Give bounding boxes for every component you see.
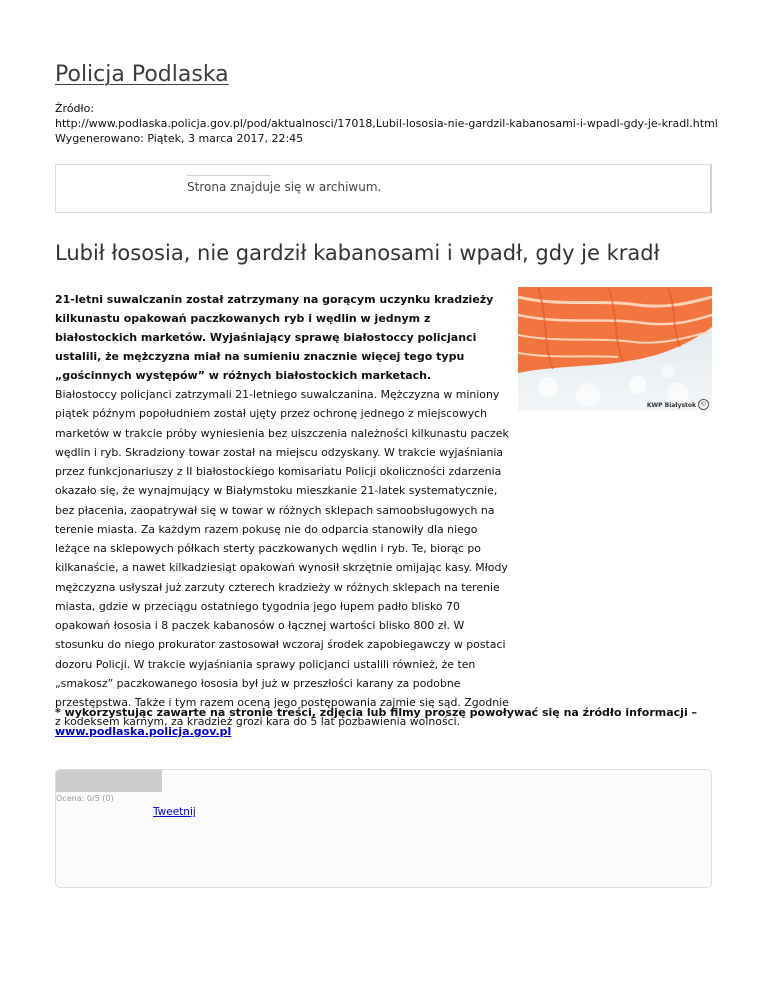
article-title: Lubił łososia, nie gardził kabanosami i wpadł, gdy je kradł [55,241,660,265]
photo-credit: KWP Białystok [646,402,696,409]
tweet-button[interactable]: Tweetnij [153,806,196,818]
site-title[interactable]: Policja Podlaska [55,62,229,87]
source-notice-text: * wykorzystując zawarte na stronie treści, zdjęcia lub filmy proszę powoływać się na źródło informacji – [55,706,698,719]
article-photo [518,287,712,411]
archive-notice [55,164,712,213]
source-url: http://www.podlaska.policja.gov.pl/pod/aktualnosci/17018,Lubil-lososia-nie-gardzil-kabanosami-i-wpadl-gdy-je-kradl.html [55,117,718,130]
rating-stars[interactable] [56,770,162,792]
source-notice [55,703,720,741]
page-meta [55,101,718,146]
article-body: Białostoccy policjanci zatrzymali 21-letniego suwalczanina. Mężczyzna w miniony piątek późnym popołudniem został ujęty przez ochronę jednego z miejscowych marketów w trakcie próby wyniesienia bez uiszczenia należności kilkunastu paczek wędlin i ryb. Skradziony towar został na miejscu odzyskany. W trakcie wyjaśniania przez funkcjonariuszy z II białostockiego komisariatu Policji okoliczności zdarzenia okazało się, że wynajmujący w Białymstoku mieszkanie 21-latek systematycznie, bez płacenia, zaopatrywał się w towar w różnych sklepach samoobsługowych na terenie miasta. Za każdym razem pokusę nie do odparcia stanowiły dla niego leżące na sklepowych półkach sterty paczkowanych wędlin i ryb. Te, biorąc po kilkanaście, a nawet kilkadziesiąt opakowań wynosił skrzętnie omijając kasy. Młody mężczyzna usłyszał już zarzuty czterech kradzieży w różnych sklepach na terenie miasta, gdzie w przeciągu ostatniego tygodnia jego łupem padło blisko 70 opakowań łososia i 8 paczek kabanosów o łącznej wartości blisko 800 zł. W stosunku do niego prokurator zastosował wczoraj środek zapobiegawczy w postaci dozoru Policji. W trakcie wyjaśniania sprawy policjanci ustalili również, że ten „smakosz” paczkowanego łososia był już w przeszłości karany za podobne przestępstwa. Także i tym razem oceną jego postępowania zajmie się sąd. Zgodnie z kodeksem karnym, za kradzież grozi kara do 5 lat pozbawienia wolności. [55,388,509,729]
article-lead: 21-letni suwalczanin został zatrzymany na gorącym uczynku kradzieży kilkunastu opakowań paczkowanych ryb i wędlin w jednym z białostockich marketów. Wyjaśniający sprawę białostoccy policjanci ustalili, że mężczyzna miał na sumieniu znacznie więcej tego typu „gościnnych występów” w różnych białostockich marketach. [55,293,494,382]
rating-panel [55,769,712,888]
archive-text: Strona znajduje się w archiwum. [187,180,382,194]
source-label: Źródło: [55,102,95,115]
source-notice-link[interactable]: www.podlaska.policja.gov.pl [55,725,232,738]
generated-date: Wygenerowano: Piątek, 3 marca 2017, 22:45 [55,132,304,145]
rating-text: Ocena: 0/5 (0) [56,794,114,803]
salmon-photo-icon [518,287,712,411]
archive-divider [187,175,271,176]
copyright-icon: © [698,399,709,410]
